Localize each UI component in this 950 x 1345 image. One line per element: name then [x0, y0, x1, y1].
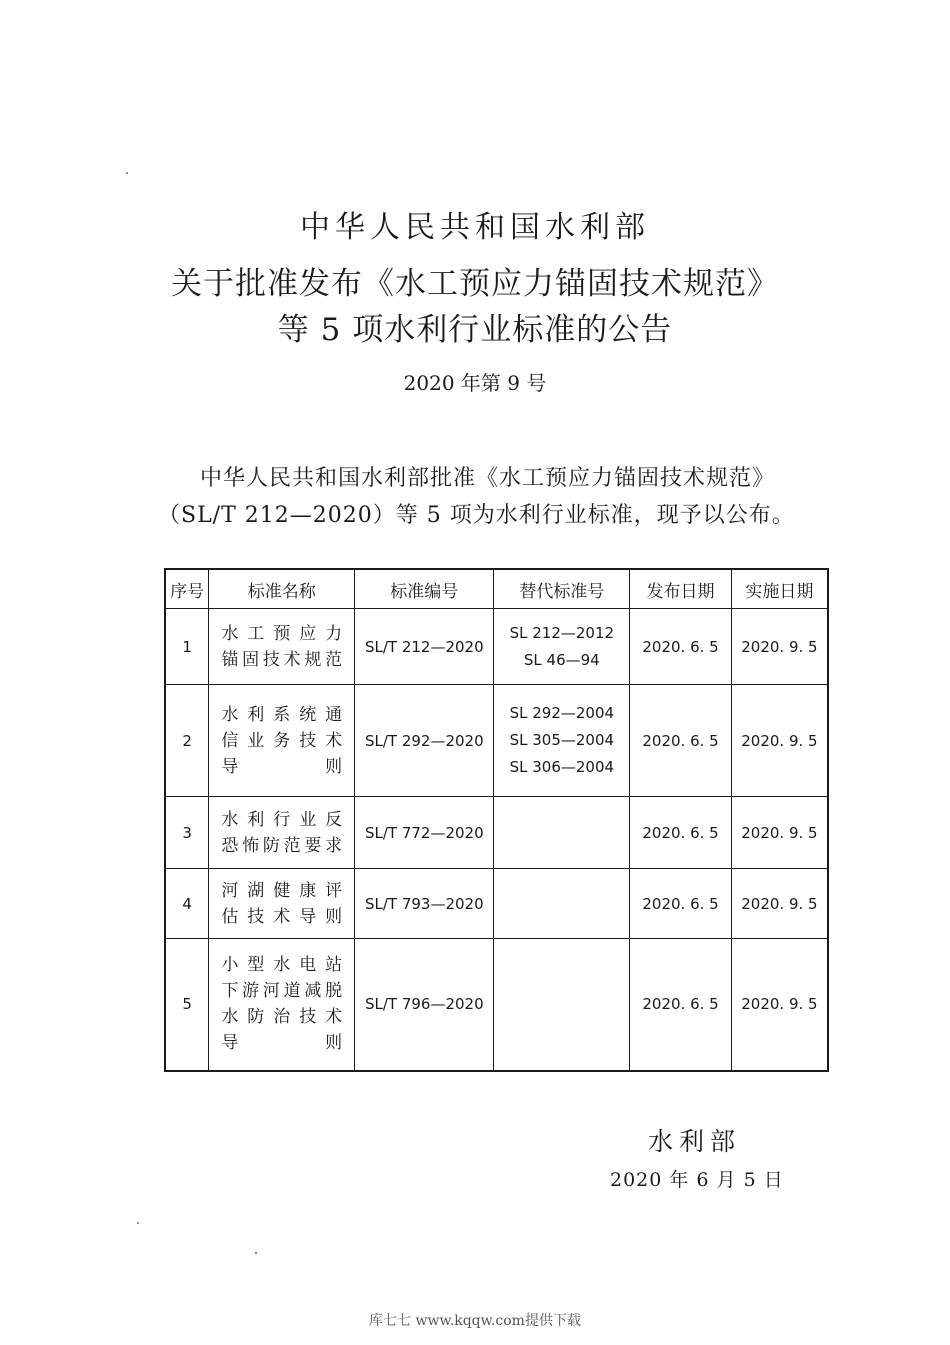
cell-publish-date: 2020. 6. 5 — [630, 869, 732, 939]
standard-name-line: 水利系统通 — [221, 704, 343, 725]
cell-effective-date: 2020. 9. 5 — [731, 797, 828, 869]
cell-index: 3 — [165, 797, 209, 869]
document-number: 2020 年第 9 号 — [403, 371, 547, 395]
cell-standard-code: SL/T 793—2020 — [355, 869, 494, 939]
cell-publish-date: 2020. 6. 5 — [630, 939, 732, 1071]
replaced-standard-line: SL 305—2004 — [509, 731, 615, 749]
announcement-title-line2: 等 5 项水利行业标准的公告 — [277, 312, 673, 348]
cell-publish-date: 2020. 6. 5 — [630, 797, 732, 869]
standard-name-line: 导则 — [221, 1033, 343, 1054]
standard-name-line: 估技术导则 — [221, 906, 343, 927]
standard-name-line: 锚固技术规范 — [221, 649, 343, 670]
cell-index: 4 — [165, 869, 209, 939]
header-cell-replaces: 替代标准号 — [494, 569, 630, 609]
standard-name-line: 恐怖防范要求 — [221, 835, 343, 856]
cell-index: 5 — [165, 939, 209, 1071]
standard-name-line: 水防治技术 — [221, 1007, 343, 1028]
header-cell-name: 标准名称 — [209, 569, 355, 609]
standard-name-line: 河湖健康评 — [221, 880, 343, 901]
footer-watermark: 库七七 www.kqqw.com提供下载 — [369, 1313, 581, 1329]
header-cell-code: 标准编号 — [355, 569, 494, 609]
scan-speck — [137, 1222, 139, 1224]
cell-replaced-standards — [494, 685, 630, 797]
standard-name-line: 水利行业反 — [221, 809, 343, 830]
cell-effective-date: 2020. 9. 5 — [731, 685, 828, 797]
replaced-standard-line: SL 306—2004 — [509, 758, 615, 776]
cell-publish-date: 2020. 6. 5 — [630, 609, 732, 685]
cell-standard-code: SL/T 796—2020 — [355, 939, 494, 1071]
cell-standard-code: SL/T 772—2020 — [355, 797, 494, 869]
cell-standard-name — [209, 609, 355, 685]
table-row — [165, 797, 828, 869]
body-paragraph-line1: 中华人民共和国水利部批准《水工预应力锚固技术规范》 — [200, 466, 776, 491]
standard-name-line: 小型水电站 — [221, 955, 343, 976]
issuing-ministry: 中华人民共和国水利部 — [300, 210, 650, 245]
table-row — [165, 939, 828, 1071]
cell-replaced-standards — [494, 609, 630, 685]
cell-effective-date: 2020. 9. 5 — [731, 939, 828, 1071]
header-cell-effective-date: 实施日期 — [731, 569, 828, 609]
announcement-title-line1: 关于批准发布《水工预应力锚固技术规范》 — [171, 266, 779, 302]
cell-index: 2 — [165, 685, 209, 797]
signature-date: 2020 年 6 月 5 日 — [610, 1169, 784, 1191]
table-row — [165, 685, 828, 797]
scan-speck — [255, 1252, 257, 1254]
cell-index: 1 — [165, 609, 209, 685]
cell-standard-name — [209, 797, 355, 869]
header-cell-publish-date: 发布日期 — [630, 569, 732, 609]
cell-replaced-standards — [494, 939, 630, 1071]
cell-publish-date: 2020. 6. 5 — [630, 685, 732, 797]
cell-standard-name — [209, 685, 355, 797]
cell-replaced-standards — [494, 869, 630, 939]
cell-replaced-standards — [494, 797, 630, 869]
standards-table — [164, 568, 829, 1072]
signature-issuer: 水利部 — [648, 1127, 742, 1156]
replaced-standard-line: SL 292—2004 — [509, 704, 615, 722]
cell-effective-date: 2020. 9. 5 — [731, 869, 828, 939]
standard-name-line: 下游河道减脱 — [221, 981, 343, 1002]
standard-name-line: 水工预应力 — [221, 623, 343, 644]
cell-standard-code: SL/T 292—2020 — [355, 685, 494, 797]
cell-standard-name — [209, 939, 355, 1071]
standard-name-line: 导则 — [221, 756, 343, 777]
replaced-standard-line: SL 46—94 — [523, 650, 600, 669]
table-row — [165, 609, 828, 685]
cell-standard-name — [209, 869, 355, 939]
table-row — [165, 869, 828, 939]
standard-name-line: 信业务技术 — [221, 730, 343, 751]
header-cell-index: 序号 — [165, 569, 209, 609]
body-paragraph-line2: （SL/T 212—2020）等 5 项为水利行业标准，现予以公布。 — [158, 503, 795, 528]
cell-effective-date: 2020. 9. 5 — [731, 609, 828, 685]
scan-speck — [126, 172, 128, 174]
replaced-standard-line: SL 212—2012 — [509, 623, 615, 642]
cell-standard-code: SL/T 212—2020 — [355, 609, 494, 685]
table-header-row — [165, 569, 828, 609]
